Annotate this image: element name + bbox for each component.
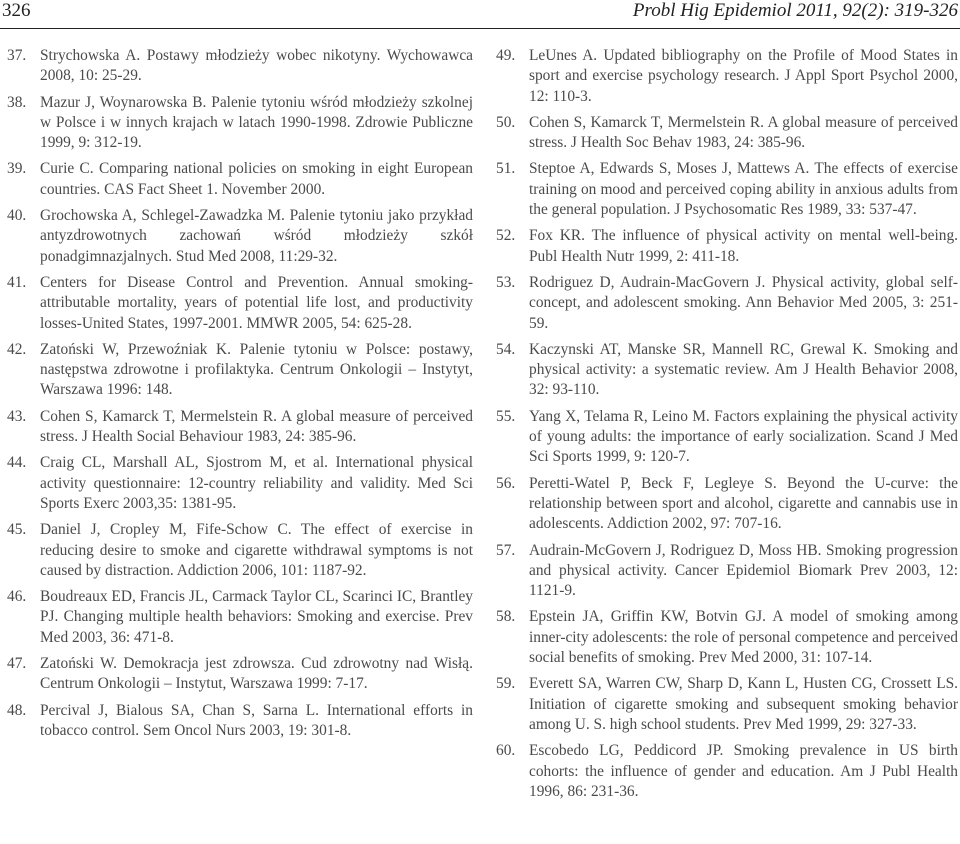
reference-item xyxy=(496,474,958,535)
reference-number: 47. xyxy=(7,655,27,673)
reference-number: 52. xyxy=(496,227,516,245)
reference-text: Percival J, Bialous SA, Chan S, Sarna L. International efforts in tobacco control. Sem Oncol Nurs 2003, 19: 301-8. xyxy=(40,701,473,739)
reference-number: 59. xyxy=(496,675,516,693)
reference-text: Grochowska A, Schlegel-Zawadzka M. Palenie tytoniu jako przykład antyzdrowotnych zachowań wśród młodzieży szkół ponadgimnazjalnych. Stud Med 2008, 11:29-32. xyxy=(40,207,473,265)
references-column-right xyxy=(496,46,958,808)
reference-item xyxy=(7,587,473,648)
reference-text: Cohen S, Kamarck T, Mermelstein R. A global measure of perceived stress. J Health Social Behaviour 1983, 24: 385-96. xyxy=(40,407,473,446)
reference-number: 54. xyxy=(496,340,516,358)
reference-number: 41. xyxy=(7,273,27,291)
reference-text: Craig CL, Marshall AL, Sjostrom M, et al. International physical activity questionnaire: 12-country reliability and validity. Med Sci Sports Exerc 2003,35: 1381-95. xyxy=(40,454,473,512)
reference-text: Escobedo LG, Peddicord JP. Smoking prevalence in US birth cohorts: the influence of gender and education. Am J Publ Health 1996, 86: 231-36. xyxy=(529,742,958,800)
reference-item xyxy=(496,541,958,602)
reference-item xyxy=(496,226,958,267)
reference-number: 53. xyxy=(496,273,516,291)
reference-number: 39. xyxy=(7,160,27,178)
reference-text: Kaczynski AT, Manske SR, Mannell RC, Grewal K. Smoking and physical activity: a systematic review. Am J Health Behavior 2008, 32: 93-110. xyxy=(529,340,958,399)
reference-item xyxy=(7,340,473,401)
reference-number: 60. xyxy=(496,742,516,760)
reference-item xyxy=(496,159,958,220)
reference-text: Steptoe A, Edwards S, Moses J, Mattews A. The effects of exercise training on mood and perceived coping ability in anxious adults from the general population. J Psychosomatic Res 1989, 33: 537-47. xyxy=(529,160,958,219)
reference-item xyxy=(496,607,958,668)
reference-item xyxy=(496,273,958,334)
reference-number: 45. xyxy=(7,521,27,539)
reference-number: 57. xyxy=(496,541,516,559)
reference-text: Fox KR. The influence of physical activity on mental well-being. Publ Health Nutr 1999, 2: 411-18. xyxy=(529,227,958,265)
page-header xyxy=(0,0,960,30)
reference-item xyxy=(496,113,958,154)
reference-text: Strychowska A. Postawy młodzieży wobec nikotyny. Wychowawca 2008, 10: 25-29. xyxy=(40,47,473,85)
reference-number: 46. xyxy=(7,588,27,606)
reference-number: 37. xyxy=(7,47,27,64)
reference-text: Zatoński W, Przewoźniak K. Palenie tytoniu w Polsce: postawy, następstwa zdrowotne i profilaktyka. Centrum Onkologii – Instytyt, Warszawa 1996: 148. xyxy=(40,340,473,399)
reference-item xyxy=(7,453,473,514)
reference-number: 49. xyxy=(496,47,516,64)
header-rule xyxy=(0,28,960,29)
reference-text: Rodriguez D, Audrain-MacGovern J. Physical activity, global self-concept, and adolescent smoking. Ann Behavior Med 2005, 3: 251-59. xyxy=(529,273,958,332)
reference-item xyxy=(7,159,473,200)
reference-item xyxy=(496,407,958,468)
reference-text: Curie C. Comparing national policies on smoking in eight European countries. CAS Fact Sheet 1. November 2000. xyxy=(40,160,473,198)
reference-number: 58. xyxy=(496,608,516,626)
reference-text: Cohen S, Kamarck T, Mermelstein R. A global measure of perceived stress. J Health Soc Behav 1983, 24: 385-96. xyxy=(529,113,958,152)
reference-number: 56. xyxy=(496,474,516,492)
reference-text: Centers for Disease Control and Prevention. Annual smoking-attributable mortality, years of potential life lost, and productivity losses-United States, 1997-2001. MMWR 2005, 54: 625-28. xyxy=(40,273,473,332)
reference-text: Epstein JA, Griffin KW, Botvin GJ. A model of smoking among inner-city adolescents: the role of personal competence and perceived social benefits of smoking. Prev Med 2000, 31: 107-14. xyxy=(529,608,958,667)
reference-item xyxy=(496,674,958,735)
page-number: 326 xyxy=(2,0,31,21)
reference-number: 40. xyxy=(7,207,27,225)
reference-text: Audrain-McGovern J, Rodriguez D, Moss HB. Smoking progression and physical activity. Cancer Epidemiol Biomark Prev 2003, 12: 1121-9. xyxy=(529,541,958,600)
references-column-left xyxy=(7,46,473,747)
reference-text: Boudreaux ED, Francis JL, Carmack Taylor CL, Scarinci IC, Brantley PJ. Changing multiple health behaviors: Smoking and exercise. Prev Med 2003, 36: 471-8. xyxy=(40,588,473,646)
reference-number: 50. xyxy=(496,113,516,131)
reference-text: Mazur J, Woynarowska B. Palenie tytoniu wśród młodzieży szkolnej w Polsce i w innych krajach w latach 1990-1998. Zdrowie Publiczne 1999, 9: 312-19. xyxy=(40,93,473,152)
reference-item xyxy=(496,46,958,107)
reference-number: 44. xyxy=(7,454,27,472)
reference-text: Zatoński W. Demokracja jest zdrowsza. Cud zdrowotny nad Wisłą. Centrum Onkologii – Instytut, Warszawa 1999: 7-17. xyxy=(40,655,473,693)
reference-number: 38. xyxy=(7,93,27,111)
reference-number: 43. xyxy=(7,407,27,425)
reference-item xyxy=(7,93,473,154)
reference-text: Yang X, Telama R, Leino M. Factors explaining the physical activity of young adults: the importance of early socialization. Scand J Med Sci Sports 1999, 9: 120-7. xyxy=(529,407,958,466)
reference-text: Everett SA, Warren CW, Sharp D, Kann L, Husten CG, Crossett LS. Initiation of cigarette smoking and subsequent smoking behavior among U. S. high school students. Prev Med 1999, 29: 327-33. xyxy=(529,675,958,733)
journal-citation: Probl Hig Epidemiol 2011, 92(2): 319-326 xyxy=(632,0,958,21)
reference-item xyxy=(7,46,473,87)
reference-item xyxy=(7,206,473,267)
reference-item xyxy=(7,654,473,695)
reference-text: Peretti-Watel P, Beck F, Legleye S. Beyond the U-curve: the relationship between sport and alcohol, cigarette and cannabis use in adolescents. Addiction 2002, 97: 707-16. xyxy=(529,474,958,533)
reference-number: 48. xyxy=(7,701,27,719)
reference-item xyxy=(7,273,473,334)
reference-item xyxy=(7,407,473,448)
reference-item xyxy=(496,741,958,802)
reference-item xyxy=(7,701,473,742)
reference-text: LeUnes A. Updated bibliography on the Profile of Mood States in sport and exercise psychology research. J Appl Sport Psychol 2000, 12: 110-3. xyxy=(529,47,958,105)
reference-number: 42. xyxy=(7,340,27,358)
reference-item xyxy=(496,340,958,401)
reference-number: 51. xyxy=(496,160,516,178)
reference-number: 55. xyxy=(496,407,516,425)
reference-text: Daniel J, Cropley M, Fife-Schow C. The effect of exercise in reducing desire to smoke and cigarette withdrawal symptoms is not caused by distraction. Addiction 2006, 101: 1187-92. xyxy=(40,521,473,579)
reference-item xyxy=(7,520,473,581)
